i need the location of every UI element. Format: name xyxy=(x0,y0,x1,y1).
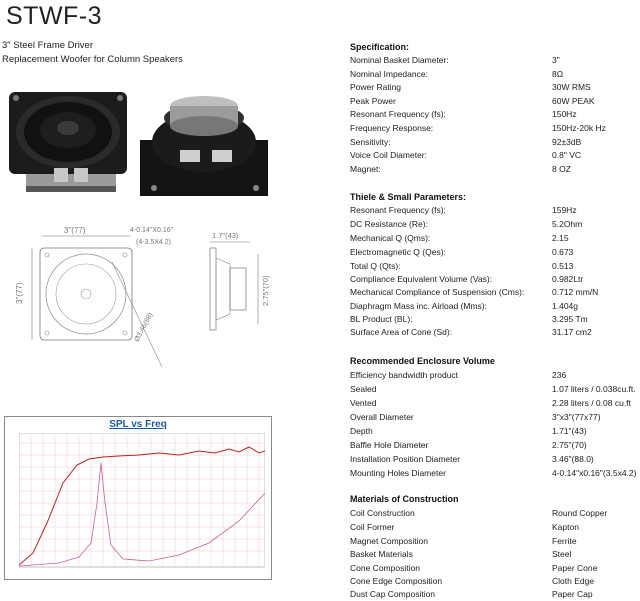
ts-row xyxy=(350,327,640,339)
spec-row xyxy=(350,96,640,108)
holes-mm-label: (4-3.5X4.2) xyxy=(136,239,172,246)
materials-key: Cone Edge Composition xyxy=(350,576,443,586)
ts-value: 1.404g xyxy=(552,301,578,311)
ts-key: DC Resistance (Re): xyxy=(350,219,428,229)
ts-key: Surface Area of Cone (Sd): xyxy=(350,327,453,337)
enclosure-key: Depth xyxy=(350,426,373,436)
enclosure-key: Overall Diameter xyxy=(350,412,414,422)
enclosure-value: 3.46"(88.0) xyxy=(552,454,594,464)
spec-value: 0.8" VC xyxy=(552,150,582,160)
ts-row xyxy=(350,314,640,326)
ts-row xyxy=(350,233,640,245)
ts-value: 0.982Ltr xyxy=(552,274,584,284)
ts-value: 0.673 xyxy=(552,247,574,257)
enclosure-row xyxy=(350,468,640,480)
enclosure-value: 236 xyxy=(552,370,567,380)
side-height-label: 2.75"(70) xyxy=(261,275,270,306)
enclosure-row xyxy=(350,384,640,396)
ts-key: Electromagnetic Q (Qes): xyxy=(350,247,446,257)
spec-key: Resonant Frequency (fs): xyxy=(350,109,446,119)
spec-value: 8Ω xyxy=(552,69,564,79)
enclosure-value: 3"x3"(77x77) xyxy=(552,412,601,422)
spl-graph-plot xyxy=(19,433,265,573)
enclosure-key: Installation Position Diameter xyxy=(350,454,461,464)
speaker-front-photo xyxy=(4,86,144,196)
spec-row xyxy=(350,82,640,94)
front-height-label: 3"(77) xyxy=(15,282,24,304)
ts-value: 159Hz xyxy=(552,205,577,215)
enclosure-heading: Recommended Enclosure Volume xyxy=(350,356,495,366)
materials-value: Paper Cap xyxy=(552,589,593,599)
enclosure-row xyxy=(350,370,640,382)
materials-row xyxy=(350,536,640,548)
materials-value: Paper Cone xyxy=(552,563,598,573)
enclosure-key: Efficiency bandwidth product xyxy=(350,370,459,380)
enclosure-row xyxy=(350,412,640,424)
spec-row xyxy=(350,123,640,135)
graph-title: SPL vs Freq xyxy=(109,419,167,430)
ts-key: Diaphragm Mass inc. Airload (Mms): xyxy=(350,301,487,311)
spec-key: Magnet: xyxy=(350,164,381,174)
spec-key: Nominal Impedance: xyxy=(350,69,428,79)
diagonal-label: Ø3.46(88) xyxy=(133,311,155,343)
enclosure-row xyxy=(350,440,640,452)
enclosure-value: 2.28 liters / 0.08 cu.ft xyxy=(552,398,631,408)
enclosure-value: 2.75"(70) xyxy=(552,440,587,450)
enclosure-key: Sealed xyxy=(350,384,377,394)
materials-key: Cone Composition xyxy=(350,563,420,573)
spec-key: Sensitivity: xyxy=(350,137,391,147)
front-dimension-drawing xyxy=(2,222,192,372)
materials-row xyxy=(350,589,640,601)
ts-row xyxy=(350,301,640,313)
spec-value: 30W RMS xyxy=(552,82,591,92)
ts-row xyxy=(350,287,640,299)
materials-key: Coil Construction xyxy=(350,508,415,518)
ts-key: Resonant Frequency (fs): xyxy=(350,205,446,215)
spec-key: Nominal Basket Diameter: xyxy=(350,55,449,65)
ts-key: Compliance Equivalent Volume (Vas): xyxy=(350,274,493,284)
spec-key: Peak Power xyxy=(350,96,396,106)
ts-row xyxy=(350,274,640,286)
materials-value: Round Copper xyxy=(552,508,608,518)
spl-graph xyxy=(4,416,272,580)
spec-row xyxy=(350,150,640,162)
enclosure-value: 4-0.14"x0.16"(3.5x4.2) xyxy=(552,468,637,478)
side-dimension-drawing xyxy=(200,228,280,338)
spec-key: Power Rating xyxy=(350,82,402,92)
spec-value: 8 OZ xyxy=(552,164,571,174)
ts-row xyxy=(350,219,640,231)
ts-key: Mechanical Compliance of Suspension (Cms): xyxy=(350,287,525,297)
ts-value: 31.17 cm2 xyxy=(552,327,592,337)
speaker-back-photo xyxy=(134,92,284,200)
ts-row xyxy=(350,261,640,273)
spec-value: 150Hz xyxy=(552,109,577,119)
spec-value: 3" xyxy=(552,55,560,65)
spec-value: 60W PEAK xyxy=(552,96,595,106)
spec-value: 150Hz-20k Hz xyxy=(552,123,606,133)
spec-value: 92±3dB xyxy=(552,137,582,147)
ts-row xyxy=(350,247,640,259)
materials-key: Dust Cap Composition xyxy=(350,589,436,599)
materials-key: Coil Former xyxy=(350,522,395,532)
ts-key: Mechanical Q (Qms): xyxy=(350,233,431,243)
ts-value: 0.712 mm/N xyxy=(552,287,599,297)
materials-row xyxy=(350,563,640,575)
materials-key: Magnet Composition xyxy=(350,536,428,546)
ts-row xyxy=(350,205,640,217)
materials-row xyxy=(350,522,640,534)
materials-value: Cloth Edge xyxy=(552,576,595,586)
ts-value: 3.295 Tm xyxy=(552,314,588,324)
enclosure-key: Mounting Holes Diameter xyxy=(350,468,446,478)
spec-row xyxy=(350,69,640,81)
enclosure-row xyxy=(350,426,640,438)
spec-row xyxy=(350,164,640,176)
enclosure-value: 1.71"(43) xyxy=(552,426,587,436)
product-title: STWF-3 xyxy=(6,2,103,30)
ts-value: 5.2Ohm xyxy=(552,219,583,229)
product-subtitle-2: Replacement Woofer for Column Speakers xyxy=(2,54,183,65)
spec-row xyxy=(350,137,640,149)
materials-row xyxy=(350,549,640,561)
materials-value: Kapton xyxy=(552,522,579,532)
enclosure-key: Baffle Hole Diameter xyxy=(350,440,429,450)
spec-key: Voice Coil Diameter: xyxy=(350,150,428,160)
enclosure-value: 1.07 liters / 0.038cu.ft. xyxy=(552,384,636,394)
materials-row xyxy=(350,508,640,520)
front-width-label: 3"(77) xyxy=(64,226,86,235)
ts-key: BL Product (BL): xyxy=(350,314,413,324)
materials-row xyxy=(350,576,640,588)
spec-row xyxy=(350,109,640,121)
enclosure-key: Vented xyxy=(350,398,377,408)
side-depth-label: 1.7"(43) xyxy=(212,231,239,240)
materials-value: Steel xyxy=(552,549,572,559)
materials-value: Ferrite xyxy=(552,536,577,546)
ts-heading: Thiele & Small Parameters: xyxy=(350,192,467,202)
spec-row xyxy=(350,55,640,67)
enclosure-row xyxy=(350,454,640,466)
ts-value: 2.15 xyxy=(552,233,569,243)
enclosure-row xyxy=(350,398,640,410)
materials-heading: Materials of Construction xyxy=(350,494,459,504)
spec-key: Frequency Response: xyxy=(350,123,434,133)
product-subtitle-1: 3" Steel Frame Driver xyxy=(2,40,94,51)
ts-key: Total Q (Qts): xyxy=(350,261,401,271)
ts-value: 0.513 xyxy=(552,261,574,271)
materials-key: Basket Materials xyxy=(350,549,413,559)
spec-heading: Specification: xyxy=(350,42,410,52)
holes-label: 4-0.14"X0.16" xyxy=(130,227,174,234)
